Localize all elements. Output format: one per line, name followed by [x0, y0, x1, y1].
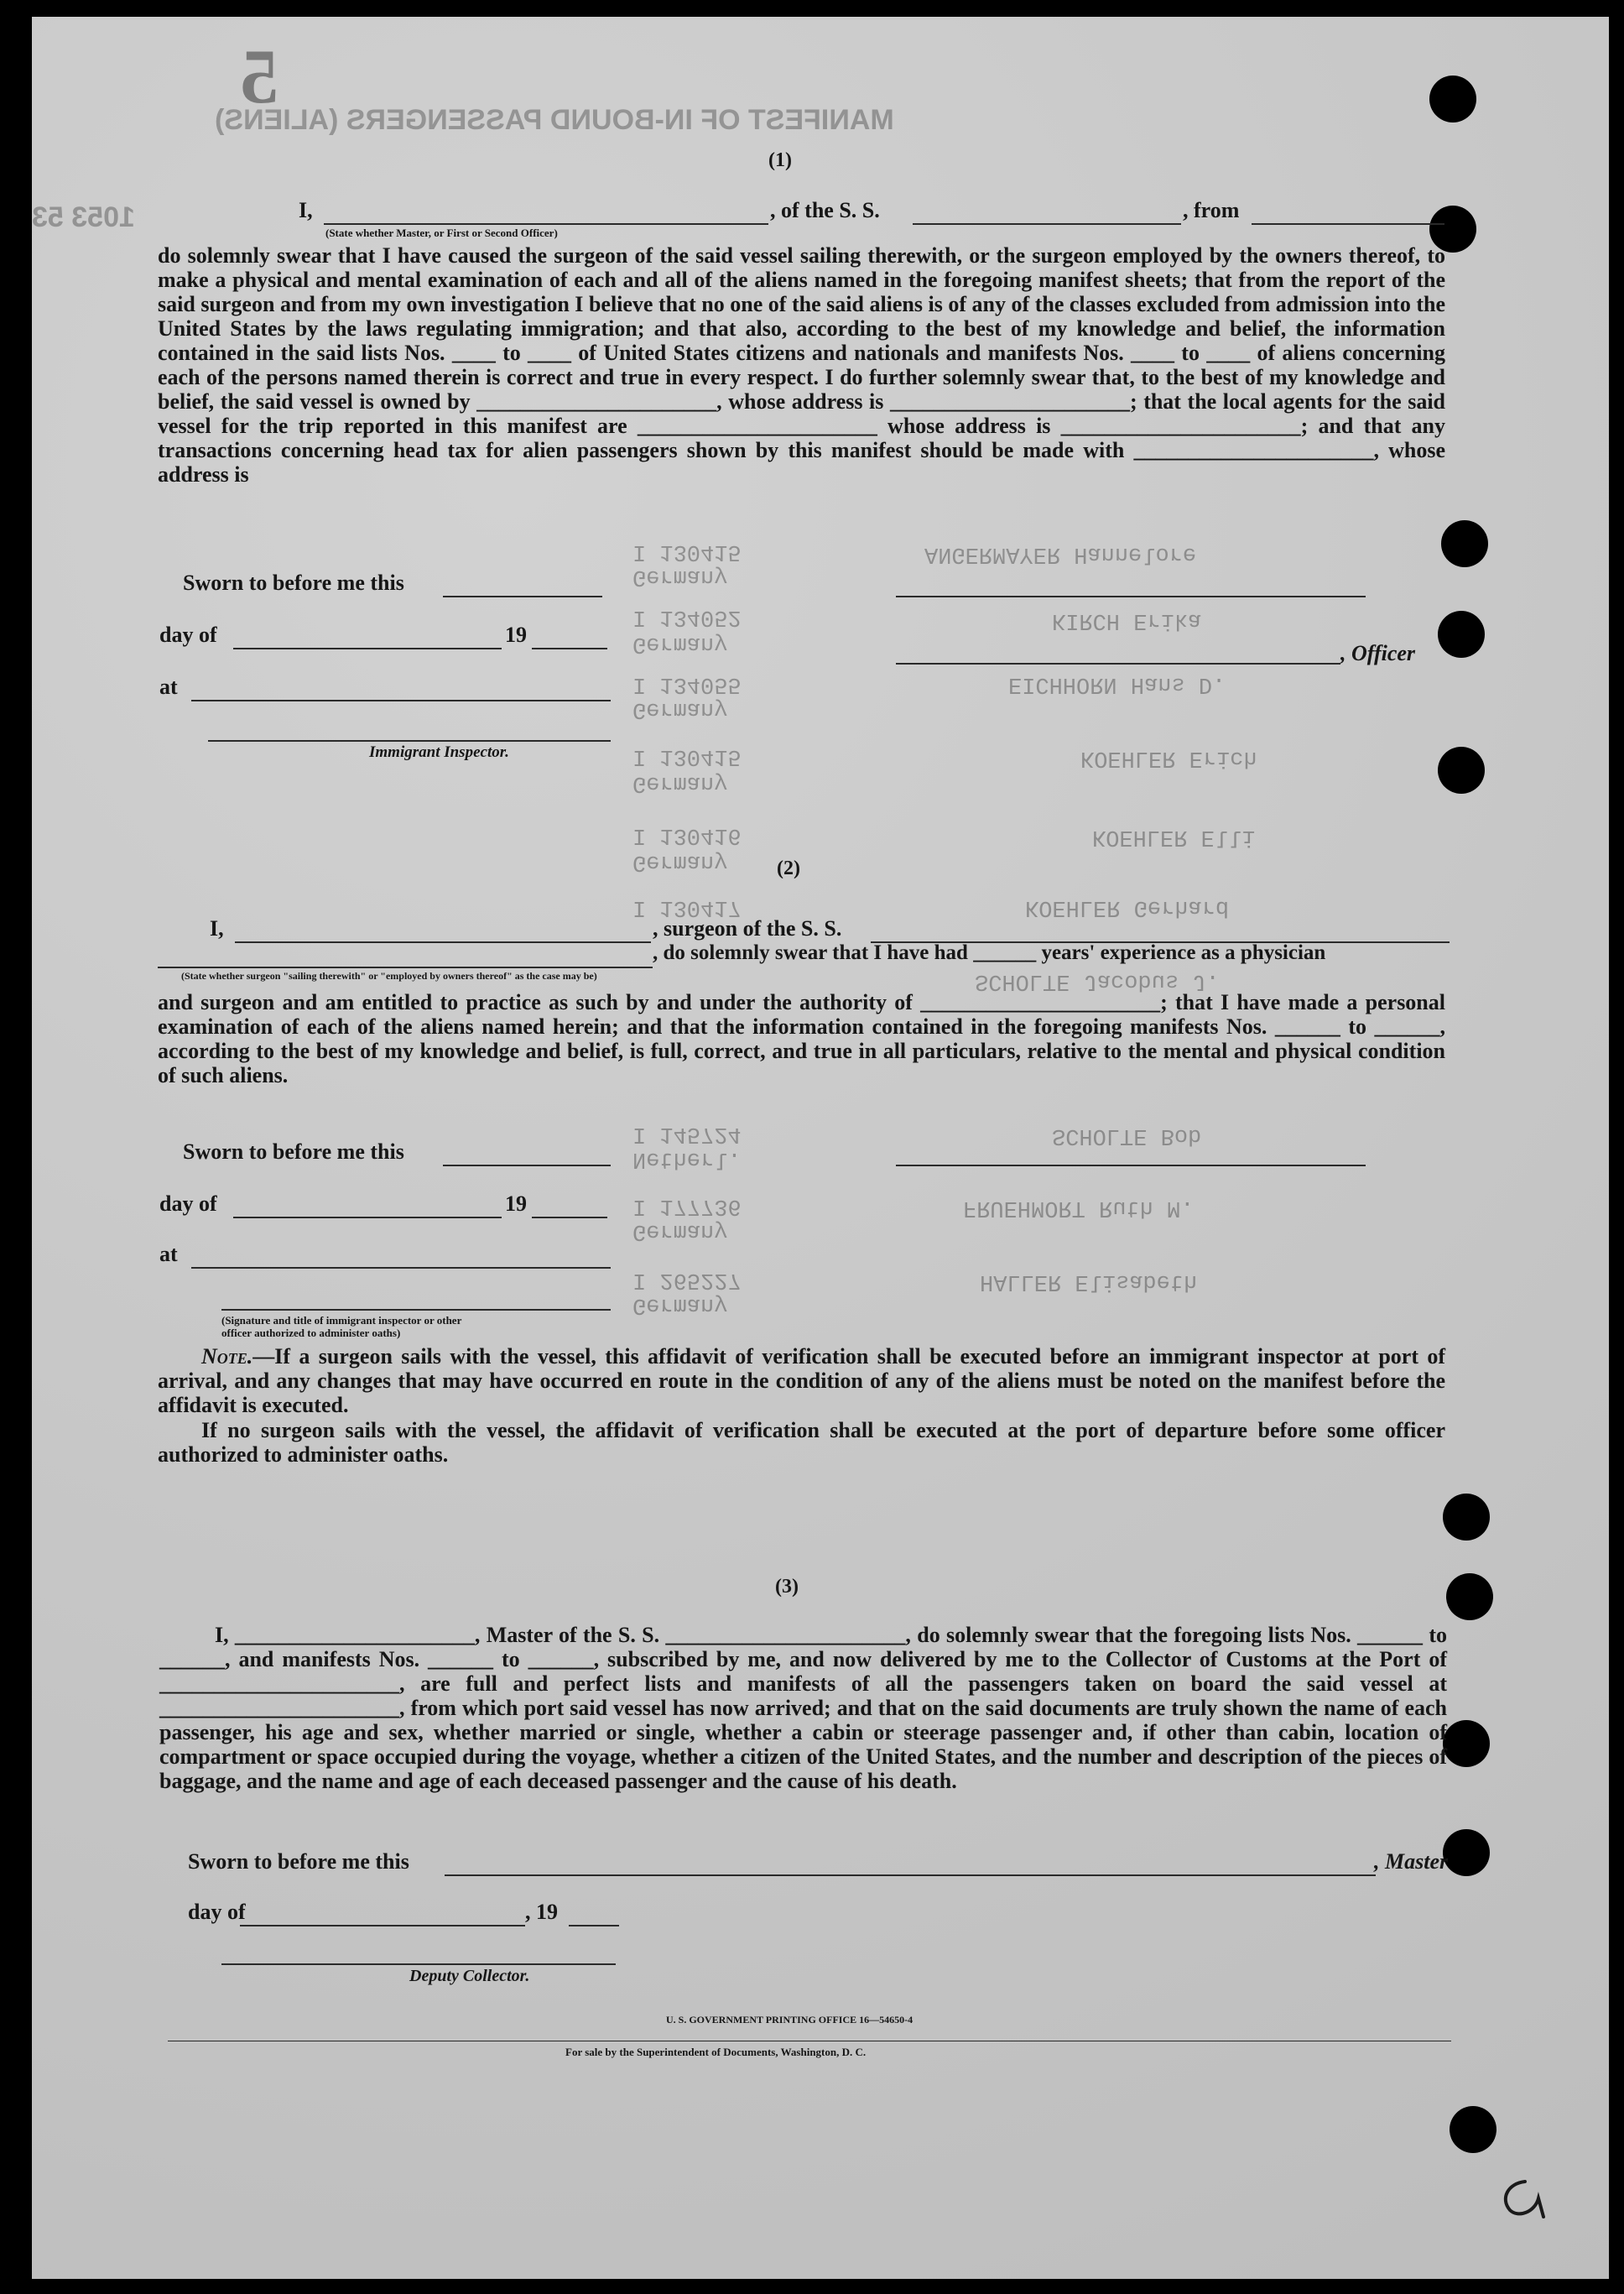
inspector-signature-field-2[interactable]: [221, 1309, 611, 1311]
section-2-number: (2): [777, 858, 800, 879]
sale-imprint: For sale by the Superintendent of Documents, Washington, D. C.: [565, 2046, 867, 2058]
at-label-1: at: [159, 675, 178, 699]
bleed-name: HALLER Elisabeth: [980, 1269, 1198, 1294]
bleed-id: I 130415: [632, 539, 742, 564]
day-of-label-2: day of: [159, 1191, 217, 1216]
day-of-label-3: day of: [188, 1900, 246, 1924]
sworn-field-3[interactable]: [445, 1874, 1376, 1876]
bleed-name: ANGERMAYER Hannelore: [924, 541, 1197, 566]
bleed-id: I 177736: [632, 1193, 742, 1218]
note-text: —If a surgeon sails with the vessel, this affidavit of verification shall be executed before an immigrant inspector at port of arrival, and any changes that may have occurred en route in the condition of any of the aliens must be noted on the manifest before the affidavit is executed.: [158, 1344, 1445, 1417]
officer-label: , Officer: [1340, 641, 1416, 665]
section-1-number: (1): [768, 149, 792, 171]
stamp-number: 1053 53: [32, 201, 135, 233]
sworn-label-2: Sworn to before me this: [183, 1139, 404, 1164]
year-field-2[interactable]: [532, 1217, 607, 1218]
day-of-label-1: day of: [159, 623, 217, 647]
binder-hole: [1443, 1720, 1490, 1767]
at-field-2[interactable]: [191, 1267, 611, 1269]
section-3-number: (3): [775, 1576, 799, 1598]
bleed-name: KIRCH Erika: [1052, 607, 1202, 633]
section-2-oath: and surgeon and am entitled to practice as such by and under the authority of ______________________; that I have made a personal examination of each of the aliens named herein; and that the information contained in the foregoing manifests Nos. ______ to ______, according to the best of my knowledge and belief, is full, correct, and true in all particulars, relative to the mental and physical condition of such aliens.: [158, 990, 1445, 1087]
sworn-field-1[interactable]: [443, 596, 602, 597]
from-label: , from: [1183, 198, 1240, 222]
surgeon-type-field[interactable]: [158, 967, 653, 968]
bleed-country: Germany: [632, 1218, 728, 1243]
mirrored-title: MANIFEST OF IN-BOUND PASSENGERS (ALIENS): [215, 104, 894, 136]
officer-signature-field[interactable]: [896, 596, 1366, 597]
surgeon-note-paragraph: [158, 1344, 1445, 1417]
bleed-country: Germany: [632, 849, 728, 874]
binder-hole: [1438, 611, 1485, 658]
page-mark: 5: [240, 34, 278, 119]
binder-hole: [1446, 1573, 1493, 1620]
binder-hole: [1441, 520, 1488, 567]
bleed-name: SCHOLTE Bob: [1052, 1123, 1202, 1148]
bleed-id: I 130417: [632, 894, 742, 920]
at-label-2: at: [159, 1242, 178, 1266]
inspector-signature-field[interactable]: [208, 740, 611, 742]
year-label-2: 19: [505, 1191, 527, 1216]
officer-title-field[interactable]: [896, 663, 1340, 665]
no-surgeon-paragraph: If no surgeon sails with the vessel, the affidavit of verification shall be executed at the port of departure before some officer authorized to administer oaths.: [158, 1418, 1445, 1467]
section-2-i: I,: [210, 916, 224, 941]
sworn-field-2[interactable]: [443, 1165, 611, 1166]
of-ss-label: , of the S. S.: [770, 198, 880, 222]
bleed-id: I 265227: [632, 1267, 742, 1292]
section-1-i: I,: [299, 198, 313, 222]
surgeon-signature-field[interactable]: [896, 1165, 1366, 1166]
surgeon-of-label: , surgeon of the S. S.: [653, 916, 842, 941]
at-field-1[interactable]: [191, 700, 611, 701]
binder-hole: [1450, 2106, 1496, 2153]
surgeon-note: (State whether surgeon "sailing therewith" or "employed by owners thereof" as the case may be): [181, 970, 597, 982]
bleed-country: Germany: [632, 631, 728, 656]
bleed-country: Germany: [632, 564, 728, 589]
from-port-field[interactable]: [1252, 223, 1444, 225]
bleed-country: Netherl.: [632, 1146, 742, 1171]
handwritten-mark-icon: [1491, 2173, 1550, 2224]
day-field-1[interactable]: [233, 648, 502, 649]
year-label-1: 19: [505, 623, 527, 647]
officer-field[interactable]: [324, 223, 768, 225]
sworn-label-3: Sworn to before me this: [188, 1849, 409, 1874]
bleed-name: SCHOLTE Jacobus J.: [975, 968, 1220, 993]
bleed-name: FRUEHMORT Ruth M.: [963, 1195, 1195, 1220]
section-3-oath: I, ______________________, Master of the S. S. ______________________, do solemnly swear that the foregoing lists Nos. ______ to ______, and manifests Nos. ______ to ______, subscribed by me, and now delivered by me to the Collector of Customs at the Port of ______________________, are full and perfect lists and manifests of all the passengers taken on board the said vessel at ______________________, from which port said vessel has now arrived; and that on the said documents are truly shown the name of each passenger, his age and sex, whether married or single, whether a cabin or steerage passenger and, if other than cabin, location of compartment or space occupied during the voyage, whether a citizen of the United States, and the number and description of the pieces of baggage, and the name and age of each deceased passenger and the cause of his death.: [159, 1623, 1447, 1793]
year-field-3[interactable]: [569, 1925, 619, 1926]
signature-note: (Signature and title of immigrant inspector or other officer authorized to administer oaths): [221, 1314, 462, 1339]
bleed-country: Germany: [632, 1292, 728, 1317]
officer-note: (State whether Master, or First or Second Officer): [325, 227, 558, 239]
binder-hole: [1429, 76, 1476, 123]
inspector-label: Immigrant Inspector.: [369, 743, 509, 761]
sworn-label-1: Sworn to before me this: [183, 571, 404, 595]
surgeon-name-field[interactable]: [235, 941, 651, 943]
master-label: , Master: [1374, 1849, 1449, 1874]
bleed-id: I 134055: [632, 671, 742, 696]
section-1-oath: do solemnly swear that I have caused the surgeon of the said vessel sailing therewith, or the surgeon employed by the owners thereof, to make a physical and mental examination of each and all of the aliens named in the foregoing manifest sheets; that from the report of the said surgeon and from my own investigation I believe that no one of the said aliens is of any of the classes excluded from admission into the United States by the laws regulating immigration; and that also, according to the best of my knowledge and belief, the information contained in the said lists Nos. ____ to ____ of United States citizens and nationals and manifests Nos. ____ to ____ of aliens concerning each of the persons named therein is correct and true in every respect. I do further solemnly swear that, to the best of my knowledge and belief, the said vessel is owned by ______________________, whose address is ______________________; that the local agents for the said vessel for the trip reported in this manifest are ______________________ whose address is ______________________; and that any transactions concerning head tax for alien passengers shown by this manifest should be made with ______________________, whose address is: [158, 243, 1445, 487]
binder-hole: [1438, 747, 1485, 794]
day-field-3[interactable]: [240, 1925, 525, 1926]
bleed-name: KOEHLER Gerhard: [1025, 894, 1230, 920]
surgeon-swear-line: , do solemnly swear that I have had ______ years' experience as a physician: [653, 941, 1326, 964]
manifest-page: [32, 17, 1609, 2279]
year-label-3: , 19: [525, 1900, 558, 1924]
bleed-country: Germany: [632, 696, 728, 722]
day-field-2[interactable]: [233, 1217, 502, 1218]
year-field-1[interactable]: [532, 648, 607, 649]
ship-name-field[interactable]: [913, 223, 1181, 225]
deputy-label: Deputy Collector.: [409, 1967, 530, 1985]
bleed-country: Germany: [632, 770, 728, 795]
gpo-imprint: U. S. GOVERNMENT PRINTING OFFICE 16—54650-4: [666, 2014, 914, 2025]
bleed-name: KOEHLER Elli: [1092, 824, 1256, 849]
binder-hole: [1443, 1494, 1490, 1541]
binder-hole: [1443, 1829, 1490, 1876]
bleed-name: KOEHLER Erich: [1080, 745, 1257, 770]
bleed-id: I 134052: [632, 604, 742, 629]
bleed-name: EICHHORN Hans D.: [1008, 671, 1226, 696]
bleed-id: I 130416: [632, 822, 742, 847]
deputy-signature-field[interactable]: [221, 1963, 616, 1965]
bleed-id: I 130415: [632, 743, 742, 769]
note-label: Note.: [201, 1344, 253, 1369]
bleed-id: I 145724: [632, 1121, 742, 1146]
